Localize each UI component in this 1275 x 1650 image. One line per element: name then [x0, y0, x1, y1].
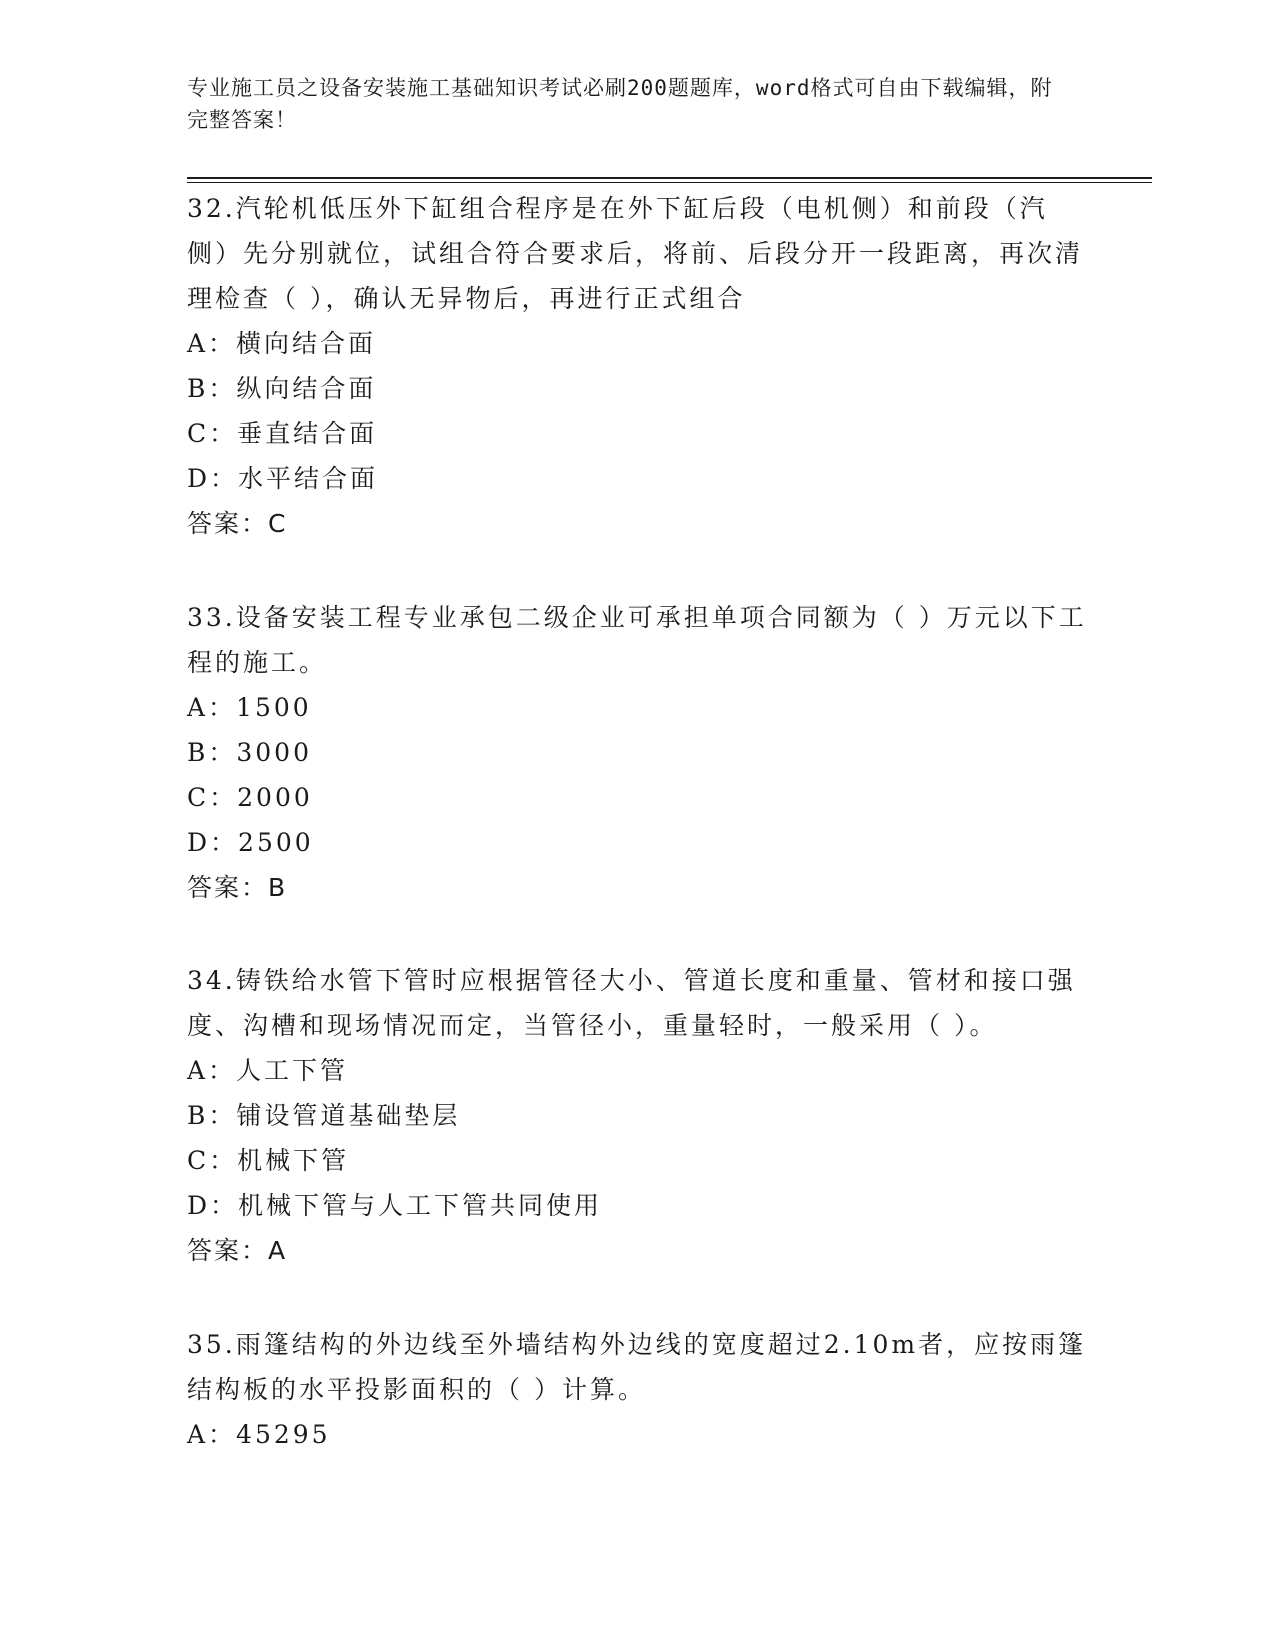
question-text: 32.汽轮机低压外下缸组合程序是在外下缸后段（电机侧）和前段（汽侧）先分别就位，试组合符合要求后，将前、后段分开一段距离，再次清理检查（ ），确认无异物后，再进行正式组合 [187, 194, 1084, 313]
option-b: B：纵向结合面 [187, 374, 377, 403]
question-text: 34.铸铁给水管下管时应根据管径大小、管道长度和重量、管材和接口强度、沟槽和现场情况而定，当管径小，重量轻时，一般采用（ ）。 [187, 966, 1076, 1040]
answer: 答案：A [187, 1236, 288, 1265]
option-c: C：垂直结合面 [187, 419, 378, 448]
option-a: A：人工下管 [187, 1056, 349, 1085]
option-d: D：机械下管与人工下管共同使用 [187, 1191, 603, 1220]
header-divider [187, 177, 1152, 179]
answer: 答案：C [187, 509, 288, 538]
option-b: B：3000 [187, 738, 312, 767]
option-d: D：水平结合面 [187, 464, 379, 493]
option-a: A：1500 [187, 693, 312, 722]
option-b: B：铺设管道基础垫层 [187, 1101, 461, 1130]
answer: 答案：B [187, 873, 288, 902]
option-c: C：机械下管 [187, 1146, 350, 1175]
question-text: 33.设备安装工程专业承包二级企业可承担单项合同额为（ ）万元以下工程的施工。 [187, 603, 1087, 677]
question-35 [187, 1322, 1087, 1457]
question-34 [187, 958, 1087, 1273]
option-a: A：横向结合面 [187, 329, 377, 358]
option-a: A：45295 [187, 1420, 331, 1449]
question-33 [187, 595, 1087, 910]
option-c: C：2000 [187, 783, 313, 812]
question-32 [187, 186, 1087, 546]
question-text: 35.雨篷结构的外边线至外墙结构外边线的宽度超过2.10m者，应按雨篷结构板的水平投影面积的（ ）计算。 [187, 1330, 1087, 1404]
option-d: D：2500 [187, 828, 314, 857]
document-header: 专业施工员之设备安装施工基础知识考试必刷200题题库，word格式可自由下载编辑，附完整答案！ [187, 76, 1053, 132]
header-divider-thin [187, 182, 1152, 183]
